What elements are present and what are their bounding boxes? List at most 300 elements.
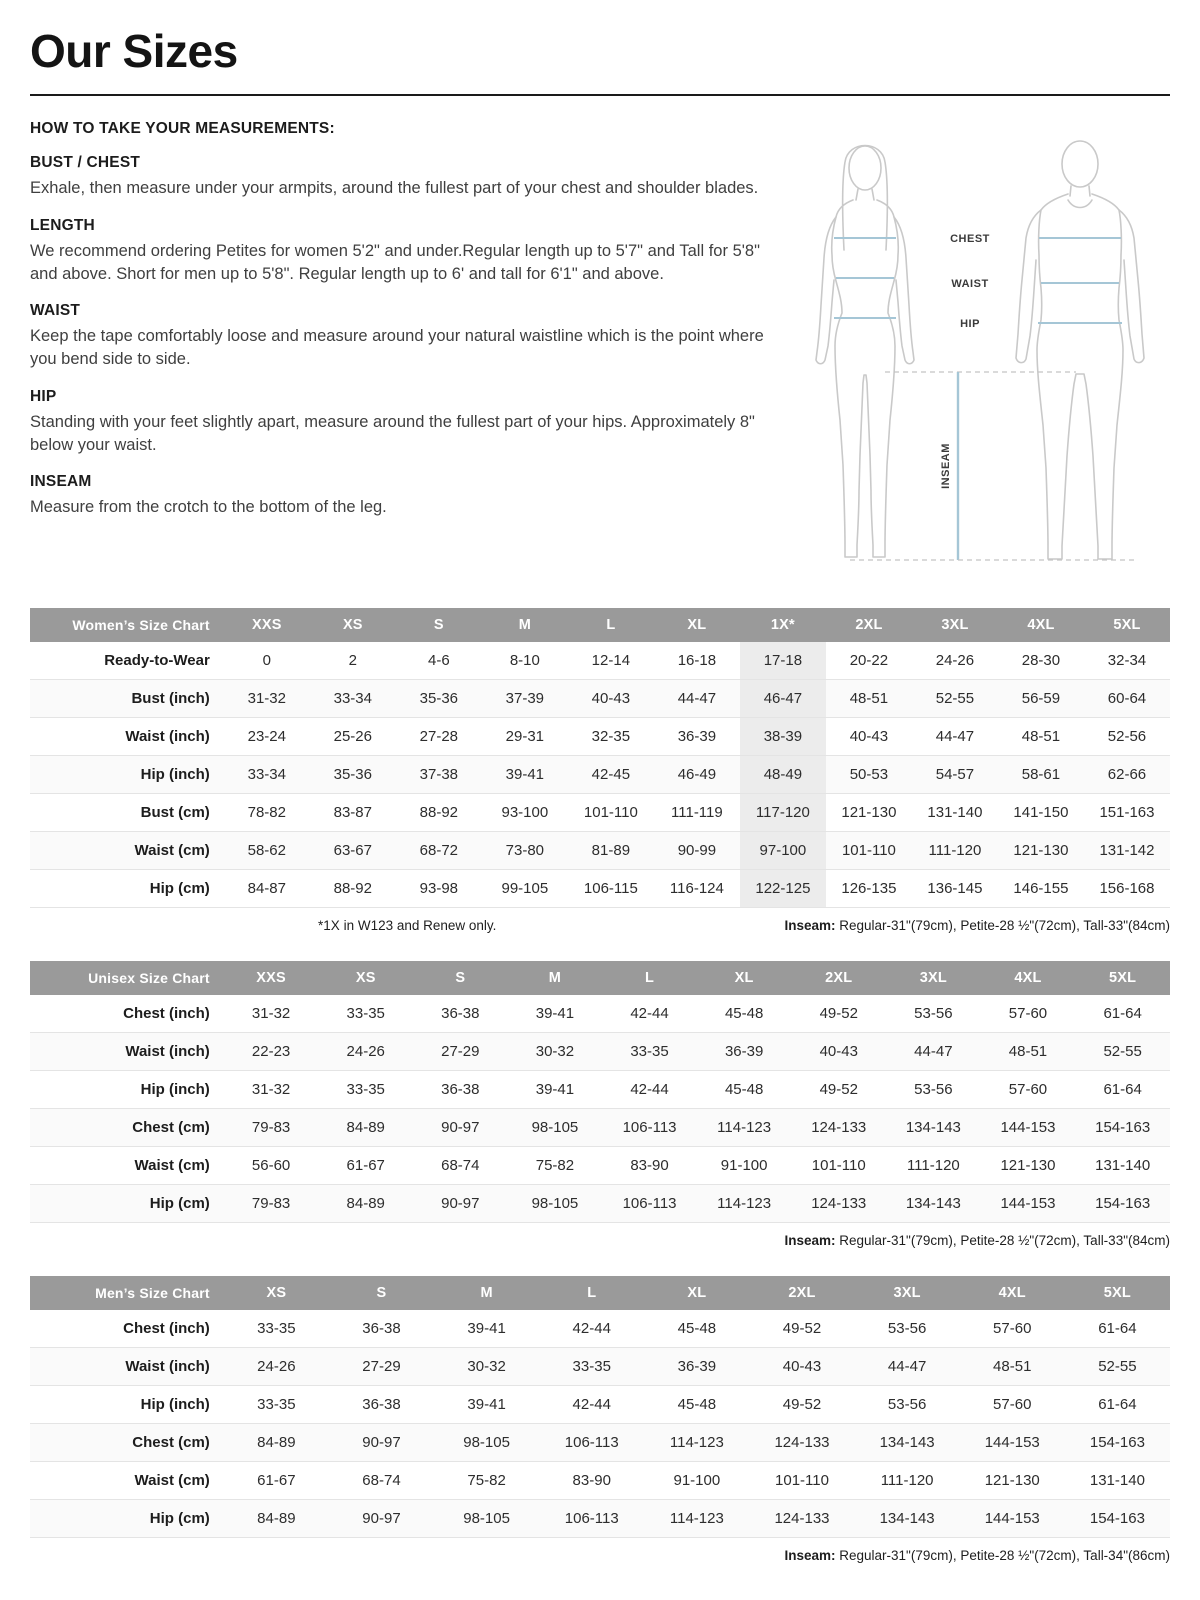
size-value-cell: 39-41 [467, 1396, 506, 1413]
womens-table [30, 608, 1170, 908]
size-value-cell: 90-99 [677, 842, 717, 859]
size-column-header: 5XL [1084, 608, 1170, 642]
table-row [30, 1147, 1170, 1185]
size-value-cell: 75-82 [535, 1157, 575, 1174]
size-value-cell: 122-125 [740, 870, 826, 908]
instruction-body: Exhale, then measure under your armpits, around the fullest part of your chest and shoulder blades. [30, 179, 759, 197]
size-value-cell: 121-130 [1000, 1157, 1056, 1174]
size-value-cell: 30-32 [535, 1043, 575, 1060]
table-row [30, 832, 1170, 870]
size-value-cell: 101-110 [583, 804, 638, 821]
instruction-length [30, 217, 772, 286]
size-value-cell: 81-89 [591, 842, 631, 859]
size-value-cell: 53-56 [914, 1005, 953, 1022]
size-value-cell: 93-98 [419, 880, 459, 897]
size-column-header: 5XL [1075, 961, 1170, 995]
size-value-cell: 58-61 [1021, 766, 1061, 783]
size-column-header: XS [318, 961, 413, 995]
man-figure-outline [1016, 141, 1144, 559]
mens-table [30, 1276, 1170, 1538]
chart-body [30, 1310, 1170, 1538]
size-value-cell: 84-89 [346, 1195, 385, 1212]
size-value-cell: 45-48 [724, 1005, 764, 1022]
size-value-cell: 101-110 [841, 842, 896, 859]
size-value-cell: 33-34 [247, 766, 286, 783]
size-value-cell: 56-59 [1021, 690, 1061, 707]
size-value-cell: 84-89 [346, 1119, 385, 1136]
size-value-cell: 111-120 [906, 1157, 960, 1174]
size-value-cell: 111-120 [880, 1472, 934, 1489]
size-value-cell: 131-140 [1089, 1472, 1145, 1489]
size-value-cell: 35-36 [333, 766, 372, 783]
size-value-cell: 83-90 [630, 1157, 669, 1174]
table-row [30, 1071, 1170, 1109]
footnote-1x: *1X in W123 and Renew only. [318, 918, 497, 933]
row-label: Bust (inch) [131, 690, 210, 707]
chest-label: CHEST [950, 233, 990, 245]
row-label: Waist (cm) [134, 842, 210, 859]
size-value-cell: 40-43 [849, 728, 889, 745]
size-value-cell: 42-44 [630, 1081, 669, 1098]
chart-body [30, 995, 1170, 1223]
hip-label: HIP [960, 318, 980, 330]
size-value-cell: 35-36 [419, 690, 459, 707]
size-value-cell: 36-38 [441, 1005, 480, 1022]
table-row [30, 1500, 1170, 1538]
table-row [30, 794, 1170, 832]
size-column-header: L [568, 608, 654, 642]
size-value-cell: 33-35 [630, 1043, 669, 1060]
size-value-cell: 57-60 [993, 1396, 1032, 1413]
size-value-cell: 98-105 [531, 1195, 579, 1212]
table-row [30, 718, 1170, 756]
size-value-cell: 22-23 [251, 1043, 291, 1060]
table-row [30, 1462, 1170, 1500]
page-title: Our Sizes [30, 25, 238, 77]
row-label: Hip (inch) [140, 1081, 210, 1098]
size-value-cell: 52-56 [1107, 728, 1147, 745]
size-value-cell: 44-47 [677, 690, 717, 707]
size-value-cell: 46-49 [677, 766, 717, 783]
size-value-cell: 42-44 [572, 1396, 611, 1413]
size-value-cell: 60-64 [1107, 690, 1147, 707]
size-value-cell: 49-52 [819, 1005, 858, 1022]
size-value-cell: 111-119 [671, 804, 723, 821]
row-label: Hip (cm) [149, 1510, 210, 1527]
size-column-header: 3XL [912, 608, 998, 642]
instruction-title: BUST / CHEST [30, 154, 141, 171]
size-value-cell: 121-130 [984, 1472, 1040, 1489]
size-value-cell: 61-64 [1103, 1005, 1142, 1022]
size-value-cell: 32-35 [591, 728, 631, 745]
row-label: Waist (inch) [125, 1358, 210, 1375]
size-column-header: XS [224, 1276, 329, 1310]
measurement-diagram [790, 120, 1170, 580]
size-value-cell: 2 [348, 652, 357, 669]
size-column-header: 1X* [740, 608, 826, 642]
size-value-cell: 98-105 [463, 1434, 510, 1451]
woman-figure-outline [816, 146, 914, 558]
size-value-cell: 61-64 [1098, 1320, 1137, 1337]
size-value-cell: 46-47 [740, 680, 826, 718]
size-value-cell: 154-163 [1095, 1119, 1151, 1136]
instruction-waist [30, 302, 772, 371]
size-value-cell: 63-67 [333, 842, 372, 859]
size-value-cell: 49-52 [819, 1081, 858, 1098]
size-value-cell: 141-150 [1013, 804, 1069, 821]
table-row [30, 680, 1170, 718]
size-value-cell: 154-163 [1089, 1510, 1145, 1527]
size-value-cell: 48-49 [740, 756, 826, 794]
size-value-cell: 106-113 [564, 1510, 619, 1527]
row-label: Bust (cm) [140, 804, 210, 821]
row-label: Ready-to-Wear [104, 652, 210, 669]
table-row [30, 1185, 1170, 1223]
size-value-cell: 114-123 [717, 1119, 772, 1136]
footnote-inseam: Inseam: Regular-31"(79cm), Petite-28 ½"(72cm), Tall-33"(84cm) [784, 1233, 1170, 1248]
size-value-cell: 144-153 [1000, 1119, 1056, 1136]
size-value-cell: 117-120 [740, 794, 826, 832]
header-row [30, 608, 1170, 642]
size-value-cell: 68-74 [441, 1157, 480, 1174]
measurement-instructions [30, 120, 772, 580]
size-value-cell: 134-143 [905, 1119, 961, 1136]
size-value-cell: 27-29 [362, 1358, 401, 1375]
size-value-cell: 16-18 [677, 652, 717, 669]
size-value-cell: 33-35 [346, 1081, 385, 1098]
table-row [30, 642, 1170, 680]
size-column-header: S [413, 961, 508, 995]
size-column-header: L [602, 961, 697, 995]
size-column-header: 2XL [791, 961, 886, 995]
size-column-header: 4XL [981, 961, 1076, 995]
row-label: Hip (cm) [149, 1195, 210, 1212]
size-value-cell: 93-100 [501, 804, 549, 821]
size-value-cell: 48-51 [849, 690, 889, 707]
size-chart-unisex [30, 961, 1170, 1248]
size-column-header: XL [654, 608, 740, 642]
row-label: Waist (cm) [134, 1157, 210, 1174]
size-value-cell: 42-44 [572, 1320, 611, 1337]
row-label: Hip (cm) [149, 880, 210, 897]
size-value-cell: 58-62 [247, 842, 286, 859]
size-column-header: 2XL [826, 608, 912, 642]
size-value-cell: 52-55 [1098, 1358, 1137, 1375]
size-column-header: 4XL [998, 608, 1084, 642]
row-label: Chest (cm) [132, 1434, 210, 1451]
size-value-cell: 106-113 [564, 1434, 619, 1451]
size-column-header: M [508, 961, 603, 995]
size-value-cell: 68-74 [362, 1472, 401, 1489]
table-row [30, 1386, 1170, 1424]
size-value-cell: 42-45 [591, 766, 631, 783]
size-column-header: 5XL [1065, 1276, 1170, 1310]
size-value-cell: 106-115 [583, 880, 638, 897]
size-value-cell: 97-100 [740, 832, 826, 870]
size-value-cell: 40-43 [591, 690, 631, 707]
size-value-cell: 53-56 [914, 1081, 953, 1098]
size-value-cell: 111-120 [928, 842, 982, 859]
size-value-cell: 90-97 [441, 1119, 480, 1136]
chart-header [30, 961, 1170, 995]
size-value-cell: 57-60 [993, 1320, 1032, 1337]
size-value-cell: 30-32 [467, 1358, 506, 1375]
size-value-cell: 134-143 [879, 1434, 935, 1451]
size-value-cell: 88-92 [333, 880, 372, 897]
instruction-title: HIP [30, 387, 57, 405]
instruction-hip [30, 388, 772, 457]
chart-footnotes [30, 918, 1170, 933]
size-value-cell: 124-133 [774, 1510, 830, 1527]
size-value-cell: 156-168 [1099, 880, 1155, 897]
size-column-header: 3XL [886, 961, 981, 995]
size-value-cell: 144-153 [984, 1510, 1040, 1527]
measurement-guide-section [30, 96, 1170, 580]
size-value-cell: 44-47 [935, 728, 975, 745]
size-value-cell: 36-39 [724, 1043, 764, 1060]
size-value-cell: 28-30 [1021, 652, 1061, 669]
size-value-cell: 27-29 [441, 1043, 480, 1060]
instruction-title: INSEAM [30, 473, 92, 491]
instruction-body: Standing with your feet slightly apart, measure around the fullest part of your hips. Approximately 8" below your waist. [30, 412, 755, 454]
size-value-cell: 39-41 [535, 1005, 575, 1022]
size-value-cell: 53-56 [887, 1396, 927, 1413]
body-measurement-illustration [790, 120, 1170, 580]
size-value-cell: 56-60 [251, 1157, 291, 1174]
size-value-cell: 79-83 [251, 1119, 291, 1136]
size-value-cell: 131-140 [927, 804, 983, 821]
size-value-cell: 79-83 [251, 1195, 291, 1212]
size-column-header: M [434, 1276, 539, 1310]
size-value-cell: 39-41 [535, 1081, 575, 1098]
size-column-header: S [396, 608, 482, 642]
chart-footnotes [30, 1548, 1170, 1563]
instruction-body: Measure from the crotch to the bottom of the leg. [30, 498, 387, 517]
row-label: Waist (cm) [134, 1472, 210, 1489]
size-value-cell: 84-89 [257, 1510, 296, 1527]
size-value-cell: 36-38 [362, 1320, 401, 1337]
size-value-cell: 0 [262, 652, 271, 669]
size-value-cell: 33-34 [333, 690, 372, 707]
size-value-cell: 36-38 [362, 1396, 401, 1413]
size-value-cell: 33-35 [572, 1358, 611, 1375]
size-value-cell: 131-140 [1095, 1157, 1151, 1174]
instruction-bust-chest [30, 154, 772, 200]
size-value-cell: 57-60 [1008, 1005, 1048, 1022]
size-value-cell: 33-35 [257, 1396, 296, 1413]
size-value-cell: 90-97 [362, 1510, 401, 1527]
header-row [30, 1276, 1170, 1310]
size-value-cell: 36-39 [677, 728, 717, 745]
table-row [30, 1348, 1170, 1386]
size-value-cell: 37-39 [505, 690, 545, 707]
size-charts [30, 608, 1170, 1563]
row-label: Waist (inch) [125, 728, 210, 745]
size-value-cell: 83-90 [572, 1472, 611, 1489]
size-value-cell: 33-35 [346, 1005, 385, 1022]
instruction-body: We recommend ordering Petites for women 5'2" and under.Regular length up to 5'7" and Tall for 5'8" and above. Short for men up to 5'8". Regular length up to 6' and tall for 6'1" and above. [30, 241, 760, 283]
instruction-body: Keep the tape comfortably loose and measure around your natural waistline which is the point where you bend side to side. [30, 327, 764, 369]
size-value-cell: 31-32 [247, 690, 286, 707]
size-value-cell: 45-48 [724, 1081, 764, 1098]
size-value-cell: 91-100 [673, 1472, 721, 1489]
inseam-label: INSEAM [940, 443, 952, 489]
chart-body [30, 642, 1170, 908]
table-row [30, 995, 1170, 1033]
size-value-cell: 52-55 [935, 690, 975, 707]
size-value-cell: 83-87 [333, 804, 372, 821]
size-value-cell: 49-52 [782, 1396, 822, 1413]
size-value-cell: 151-163 [1099, 804, 1155, 821]
size-value-cell: 84-87 [247, 880, 286, 897]
size-value-cell: 37-38 [419, 766, 459, 783]
size-value-cell: 61-64 [1103, 1081, 1142, 1098]
chart-header [30, 1276, 1170, 1310]
size-value-cell: 25-26 [333, 728, 372, 745]
size-value-cell: 84-89 [257, 1434, 296, 1451]
size-column-header: XL [697, 961, 792, 995]
table-row [30, 1033, 1170, 1071]
size-column-header: S [329, 1276, 434, 1310]
size-value-cell: 124-133 [811, 1195, 867, 1212]
size-value-cell: 98-105 [463, 1510, 510, 1527]
size-value-cell: 12-14 [591, 652, 631, 669]
table-row [30, 1109, 1170, 1147]
size-value-cell: 54-57 [935, 766, 975, 783]
size-value-cell: 98-105 [531, 1119, 579, 1136]
size-value-cell: 49-52 [782, 1320, 822, 1337]
size-value-cell: 44-47 [887, 1358, 927, 1375]
chart-footnotes [30, 1233, 1170, 1248]
size-value-cell: 44-47 [914, 1043, 953, 1060]
size-value-cell: 53-56 [887, 1320, 927, 1337]
size-value-cell: 20-22 [849, 652, 889, 669]
size-value-cell: 144-153 [984, 1434, 1040, 1451]
instruction-inseam [30, 473, 772, 519]
size-value-cell: 136-145 [927, 880, 983, 897]
size-value-cell: 40-43 [819, 1043, 858, 1060]
size-value-cell: 88-92 [419, 804, 459, 821]
size-value-cell: 27-28 [419, 728, 459, 745]
size-value-cell: 134-143 [879, 1510, 935, 1527]
size-value-cell: 154-163 [1095, 1195, 1151, 1212]
waist-label: WAIST [951, 278, 989, 290]
size-value-cell: 36-38 [441, 1081, 480, 1098]
row-label: Waist (inch) [125, 1043, 210, 1060]
size-value-cell: 121-130 [841, 804, 897, 821]
unisex-table [30, 961, 1170, 1223]
footnote-inseam: Inseam: Regular-31"(79cm), Petite-28 ½"(72cm), Tall-34"(86cm) [784, 1548, 1170, 1563]
row-label: Chest (inch) [123, 1320, 210, 1337]
size-value-cell: 42-44 [630, 1005, 669, 1022]
size-value-cell: 45-48 [677, 1320, 717, 1337]
size-value-cell: 39-41 [505, 766, 545, 783]
size-value-cell: 75-82 [467, 1472, 506, 1489]
size-value-cell: 131-142 [1099, 842, 1155, 859]
size-column-header: XXS [224, 608, 310, 642]
row-label: Hip (inch) [140, 1396, 210, 1413]
size-value-cell: 126-135 [841, 880, 897, 897]
size-value-cell: 124-133 [811, 1119, 867, 1136]
size-value-cell: 38-39 [740, 718, 826, 756]
size-value-cell: 31-32 [251, 1005, 291, 1022]
size-value-cell: 124-133 [774, 1434, 830, 1451]
size-value-cell: 17-18 [740, 642, 826, 680]
size-value-cell: 36-39 [677, 1358, 717, 1375]
size-value-cell: 8-10 [509, 652, 540, 669]
size-value-cell: 48-51 [993, 1358, 1032, 1375]
size-value-cell: 62-66 [1107, 766, 1147, 783]
size-value-cell: 61-67 [257, 1472, 296, 1489]
size-value-cell: 116-124 [669, 880, 724, 897]
table-row [30, 1310, 1170, 1348]
size-value-cell: 45-48 [677, 1396, 717, 1413]
size-value-cell: 24-26 [257, 1358, 296, 1375]
size-column-header: M [482, 608, 568, 642]
size-chart-womens [30, 608, 1170, 933]
size-value-cell: 101-110 [775, 1472, 829, 1489]
size-value-cell: 134-143 [905, 1195, 961, 1212]
size-value-cell: 4-6 [427, 652, 450, 669]
size-value-cell: 61-67 [346, 1157, 385, 1174]
size-value-cell: 114-123 [717, 1195, 772, 1212]
size-value-cell: 50-53 [849, 766, 889, 783]
size-value-cell: 73-80 [505, 842, 545, 859]
size-value-cell: 40-43 [782, 1358, 822, 1375]
row-label: Chest (cm) [132, 1119, 210, 1136]
size-value-cell: 106-113 [622, 1195, 677, 1212]
size-value-cell: 101-110 [811, 1157, 866, 1174]
size-value-cell: 78-82 [247, 804, 286, 821]
size-value-cell: 121-130 [1013, 842, 1069, 859]
size-value-cell: 32-34 [1107, 652, 1147, 669]
chart-title: Unisex Size Chart [30, 961, 224, 995]
table-row [30, 1424, 1170, 1462]
size-column-header: 4XL [960, 1276, 1065, 1310]
row-label: Chest (inch) [123, 1005, 210, 1022]
chart-title: Women’s Size Chart [30, 608, 224, 642]
size-value-cell: 31-32 [251, 1081, 291, 1098]
size-column-header: XL [644, 1276, 749, 1310]
size-value-cell: 24-26 [346, 1043, 385, 1060]
instructions-heading: HOW TO TAKE YOUR MEASUREMENTS: [30, 120, 335, 137]
chart-title: Men’s Size Chart [30, 1276, 224, 1310]
size-column-header: 3XL [855, 1276, 960, 1310]
header-row [30, 961, 1170, 995]
size-value-cell: 146-155 [1013, 880, 1069, 897]
size-column-header: 2XL [749, 1276, 854, 1310]
size-column-header: XXS [224, 961, 319, 995]
size-column-header: L [539, 1276, 644, 1310]
row-label: Hip (inch) [140, 766, 210, 783]
size-value-cell: 24-26 [935, 652, 975, 669]
table-row [30, 870, 1170, 908]
size-value-cell: 90-97 [362, 1434, 401, 1451]
size-value-cell: 90-97 [441, 1195, 480, 1212]
size-value-cell: 57-60 [1008, 1081, 1048, 1098]
size-value-cell: 48-51 [1021, 728, 1061, 745]
size-value-cell: 154-163 [1089, 1434, 1145, 1451]
instruction-title: WAIST [30, 302, 81, 320]
size-value-cell: 91-100 [720, 1157, 768, 1174]
table-row [30, 756, 1170, 794]
chart-header [30, 608, 1170, 642]
size-value-cell: 144-153 [1000, 1195, 1056, 1212]
size-value-cell: 68-72 [419, 842, 459, 859]
size-value-cell: 52-55 [1103, 1043, 1142, 1060]
size-value-cell: 114-123 [669, 1510, 724, 1527]
size-value-cell: 114-123 [669, 1434, 724, 1451]
